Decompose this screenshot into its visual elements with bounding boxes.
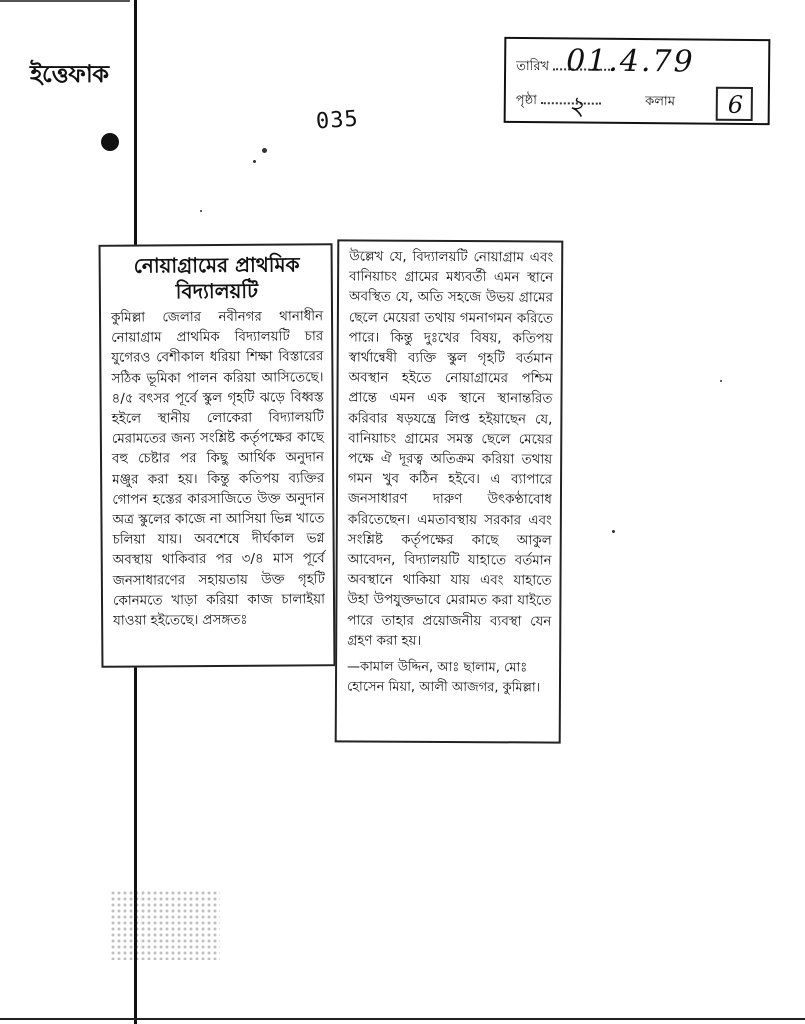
scan-noise-smudge xyxy=(110,890,220,960)
article-column-right xyxy=(335,239,564,743)
article-headline: নোয়াগ্রামের প্রাথমিক বিদ্যালয়টি xyxy=(133,252,300,304)
ink-speck xyxy=(253,160,256,163)
stamp-column-value: 6 xyxy=(716,87,754,122)
article-signature: —কামাল উদ্দিন, আঃ ছালাম, মোঃ হোসেন মিয়া, আলী আজগর, কুমিল্লা। xyxy=(346,659,541,696)
stamp-page-value: ২ xyxy=(567,91,585,122)
ink-speck xyxy=(612,530,615,533)
stamp-column-label: কলাম xyxy=(645,94,676,110)
reference-code: 035 xyxy=(315,106,360,135)
stamp-date-value: 01.4.79 xyxy=(566,43,695,80)
top-border-line xyxy=(0,0,130,2)
ink-speck xyxy=(262,148,267,153)
ink-speck xyxy=(200,210,202,212)
newspaper-name: ইত্তেফাক xyxy=(30,60,109,88)
stamp-page-row xyxy=(516,91,675,113)
stamp-page-label: পৃষ্ঠা xyxy=(515,92,537,109)
date-stamp xyxy=(504,37,771,125)
ink-speck xyxy=(720,380,722,382)
article-body-right: উল্লেখ যে, বিদ্যালয়টি নোয়াগ্রাম এবং বানিয়াচং গ্রামের মধ্যবর্তী এমন স্থানে অবস্থিত যে, অতি সহজে উভয় গ্রামের ছেলে মেয়েরা তথায় গমনাগমন করিতে পারে। কিন্তু দুঃখের বিষয়, কতিপয় স্বার্থান্বেষী ব্যক্তি স্কুল গৃহটি বর্তমান অবস্থান হইতে নোয়াগ্রামের পশ্চিম প্রান্তে এমন এক স্থানে স্থানান্তরিত করিবার ষড়যন্ত্রে লিপ্ত হইয়াছেন যে, বানিয়াচং গ্রামের সমস্ত ছেলে মেয়ের পক্ষে ঐ দূরত্ব অতিক্রম করিয়া তথায় গমন খুব কঠিন হইবে। এ ব্যাপারে জনসাধারণ দারুণ উৎকণ্ঠাবোধ করিতেছেন। এমতাবস্থায় সরকার এবং সংশ্লিষ্ট কর্তৃপক্ষের কাছে আকুল আবেদন, বিদ্যালয়টি যাহাতে বর্তমান অবস্থানে থাকিয়া যায় এবং যাহাতে উহা উপযুক্তভাবে মেরামত করা যাইতে পারে তাহার প্রয়োজনীয় ব্যবস্থা যেন গ্রহণ করা হয়। xyxy=(347,249,554,649)
article-body-left: কুমিল্লা জেলার নবীনগর থানাধীন নোয়াগ্রাম প্রাথমিক বিদ্যালয়টি চার যুগেরও বেশীকাল ধরিয়া শিক্ষা বিস্তারের সঠিক ভূমিকা পালন করিয়া আসিতেছে। ৪/৫ বৎসর পূর্বে স্কুল গৃহটি ঝড়ে বিধ্বস্ত হইলে স্থানীয় লোকেরা বিদ্যালয়টি মেরামতের জন্য সংশ্লিষ্ট কর্তৃপক্ষের কাছে বহু চেষ্টার পর কিছু আর্থিক অনুদান মঞ্জুর করা হয়। কিন্তু কতিপয় ব্যক্তির গোপন হস্তের কারসাজিতে উক্ত অনুদান অত্র স্কুলের কাজে না আসিয়া ভিন্ন খাতে চলিয়া যায়। অবশেষে দীর্ঘকাল ভগ্ন অবস্থায় থাকিবার পর ৩/৪ মাস পূর্বে জনসাধারণের সহায়তায় উক্ত গৃহটি কোনমতে খাড়া করিয়া কাজ চালাইয়া যাওয়া হইতেছে। প্রসঙ্গতঃ xyxy=(110,309,326,629)
punch-hole-mark xyxy=(101,133,119,151)
bottom-border-line xyxy=(0,1018,805,1020)
stamp-date-label: তারিখ xyxy=(516,58,550,75)
article-column-left xyxy=(99,243,336,668)
